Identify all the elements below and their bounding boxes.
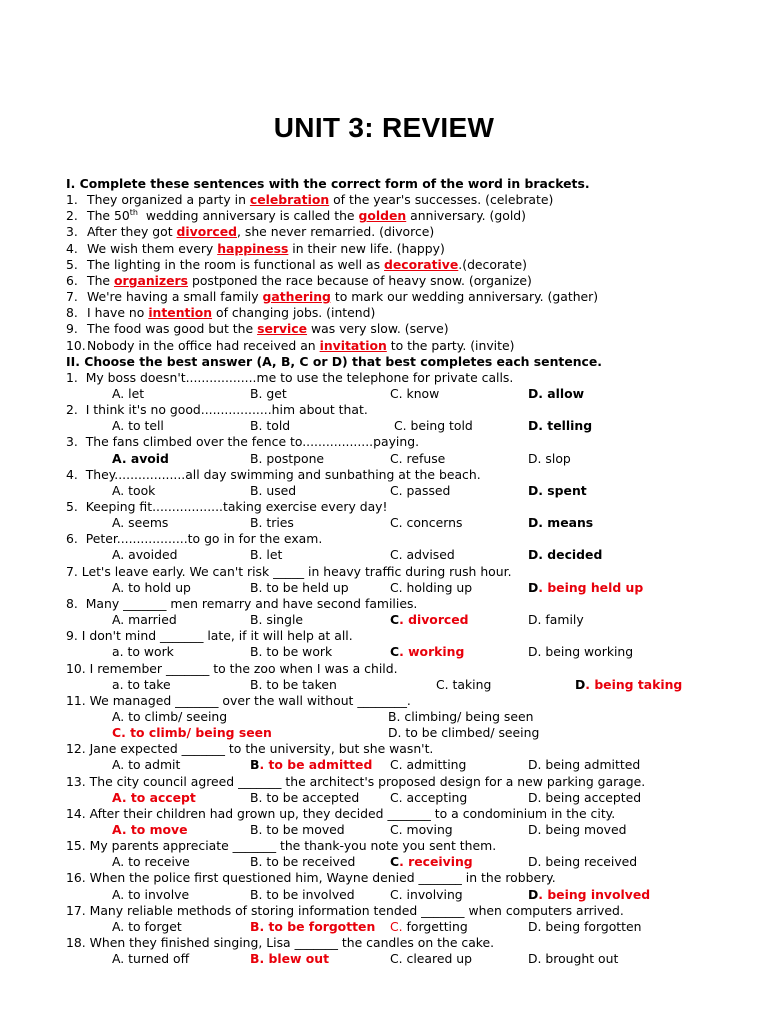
- option-text: C. know: [390, 385, 440, 401]
- option-text: D. being accepted: [528, 789, 642, 805]
- option-text: C. advised: [390, 547, 455, 563]
- option-text: A. took: [112, 482, 156, 498]
- option-letter: C.: [390, 918, 403, 934]
- answer-option: [436, 677, 491, 693]
- answer-option: [112, 483, 155, 499]
- answer-option: [528, 887, 650, 903]
- section-1-item: [66, 224, 434, 240]
- option-text: A. seems: [112, 515, 169, 531]
- option-text: D. being forgotten: [528, 918, 642, 934]
- answer-option: [390, 515, 462, 531]
- answer-option: [575, 677, 682, 693]
- option-text: A. to tell: [112, 418, 164, 434]
- answer-option: [112, 887, 189, 903]
- question-stem: [66, 741, 433, 757]
- question-text: 15. My parents appreciate _______ the thank-you note you sent them.: [66, 838, 497, 854]
- section-1-item: [66, 305, 375, 321]
- answer-word: invitation: [319, 337, 387, 353]
- item-number: 1.: [66, 192, 78, 208]
- option-text: B. tries: [250, 515, 294, 531]
- answer-option: [250, 580, 349, 596]
- answer-word: service: [257, 321, 308, 337]
- answer-option: [390, 547, 455, 563]
- option-letter: D: [575, 676, 586, 692]
- answer-option: [388, 709, 533, 725]
- option-text: A. to move: [112, 822, 188, 837]
- question-text: 9. I don't mind _______ late, if it will help at all.: [66, 628, 353, 644]
- option-letter: C: [390, 644, 400, 660]
- option-text: a. to work: [112, 644, 174, 660]
- option-text: B. to be forgotten: [250, 918, 376, 934]
- option-text: C. passed: [390, 482, 451, 498]
- answer-option: [250, 451, 324, 467]
- item-number: 9.: [66, 321, 78, 337]
- section-1-item: [66, 257, 527, 273]
- question-text: 3. The fans climbed over the fence to..................paying.: [66, 434, 420, 450]
- item-number: 2.: [66, 208, 78, 224]
- option-letter: D: [528, 579, 539, 595]
- answer-option: [250, 822, 345, 838]
- option-text: . being held up: [538, 579, 644, 595]
- answer-word: happiness: [217, 240, 289, 256]
- answer-option: [528, 515, 593, 531]
- answer-option: [390, 386, 439, 402]
- answer-option: [250, 386, 287, 402]
- question-stem: [66, 402, 368, 418]
- question-text: 11. We managed _______ over the wall without ________.: [66, 692, 411, 708]
- option-text: B. to be taken: [250, 676, 337, 692]
- answer-word: divorced: [176, 224, 237, 240]
- question-text: 16. When the police first questioned him, Wayne denied _______ in the robbery.: [66, 870, 556, 886]
- option-text: C. refuse: [390, 450, 446, 466]
- option-text: . receiving: [399, 854, 473, 870]
- answer-option: [112, 709, 227, 725]
- answer-option: [390, 580, 472, 596]
- option-text: A. to admit: [112, 757, 181, 773]
- answer-option: [250, 854, 355, 870]
- option-letter: B: [250, 757, 260, 773]
- answer-option: [528, 547, 602, 563]
- answer-word: organizers: [113, 272, 189, 288]
- question-text: 1. My boss doesn't..................me to use the telephone for private calls.: [66, 369, 514, 385]
- item-text: They organized a party in: [87, 192, 250, 208]
- option-text: D. means: [528, 515, 594, 531]
- item-text: Nobody in the office had received an: [87, 337, 320, 353]
- option-text: . divorced: [399, 612, 469, 628]
- item-number: 7.: [66, 289, 78, 305]
- answer-option: [250, 951, 329, 967]
- answer-option: [250, 418, 290, 434]
- answer-option: [250, 483, 296, 499]
- section-1-heading: [66, 176, 590, 192]
- page-title: UNIT 3: REVIEW: [273, 112, 495, 143]
- question-stem: [66, 628, 353, 644]
- option-text: C. being told: [390, 418, 473, 434]
- answer-option: [528, 483, 587, 499]
- answer-option: [112, 677, 171, 693]
- answer-option: [528, 919, 641, 935]
- answer-option: [390, 887, 463, 903]
- answer-option: [528, 644, 633, 660]
- option-text: B. single: [250, 612, 304, 628]
- option-text: B. to be held up: [250, 579, 349, 595]
- option-text: A. to forget: [112, 918, 182, 934]
- answer-option: [528, 822, 626, 838]
- question-text: 12. Jane expected _______ to the university, but she wasn't.: [66, 741, 434, 757]
- question-text: 2. I think it's no good..................him about that.: [66, 402, 368, 418]
- option-text: C. concerns: [390, 515, 463, 531]
- question-text: 8. Many _______ men remarry and have second families.: [66, 595, 418, 611]
- question-stem: [66, 370, 513, 386]
- option-text: A. turned off: [112, 951, 190, 967]
- option-text: A. to climb/ seeing: [112, 708, 228, 724]
- answer-option: [112, 580, 191, 596]
- option-text: D. allow: [528, 385, 585, 401]
- option-text: A. avoided: [112, 547, 178, 563]
- option-text: A. avoid: [112, 450, 169, 466]
- answer-option: [388, 725, 539, 741]
- option-text: C. accepting: [390, 789, 468, 805]
- option-text: . to be admitted: [259, 757, 373, 773]
- option-text: B. blew out: [250, 951, 330, 967]
- item-text: , she never remarried. (divorce): [236, 224, 435, 240]
- item-text: We're having a small family: [87, 289, 263, 305]
- answer-word: decorative: [384, 256, 459, 272]
- item-text: After they got: [87, 224, 177, 240]
- option-text: D. telling: [528, 418, 593, 434]
- item-text: of the year's successes. (celebrate): [329, 192, 554, 208]
- item-text: of changing jobs. (intend): [212, 305, 376, 321]
- answer-option: [112, 822, 188, 838]
- option-text: B. used: [250, 482, 297, 498]
- item-text: to mark our wedding anniversary. (gather): [330, 289, 599, 305]
- option-text: A. to hold up: [112, 579, 191, 595]
- option-text: . being taking: [585, 676, 683, 692]
- item-text: .(decorate): [458, 256, 527, 272]
- item-text: to the party. (invite): [386, 337, 515, 353]
- option-text: B. to be received: [250, 854, 356, 870]
- question-stem: [66, 564, 512, 580]
- answer-option: [390, 612, 469, 628]
- section-1-heading-text: I. Complete these sentences with the correct form of the word in brackets.: [66, 176, 590, 191]
- question-text: 6. Peter..................to go in for the exam.: [66, 531, 323, 547]
- section-1-item: [66, 273, 532, 289]
- answer-option: [250, 644, 332, 660]
- question-stem: [66, 935, 494, 951]
- answer-option: [390, 418, 473, 434]
- item-number: 3.: [66, 224, 78, 240]
- answer-option: [528, 612, 584, 628]
- answer-option: [528, 757, 640, 773]
- item-text: I have no: [87, 305, 149, 321]
- item-text: The: [87, 272, 114, 288]
- option-text: B. told: [250, 418, 291, 434]
- answer-option: [112, 644, 174, 660]
- option-text: C. to climb/ being seen: [112, 725, 272, 741]
- question-stem: [66, 499, 387, 515]
- item-text: was very slow. (serve): [307, 321, 449, 337]
- option-text: D. being moved: [528, 822, 627, 837]
- option-text: forgetting: [402, 918, 468, 934]
- question-stem: [66, 531, 322, 547]
- answer-word: celebration: [249, 192, 330, 208]
- answer-option: [390, 644, 464, 660]
- question-stem: [66, 903, 624, 919]
- answer-option: [112, 451, 169, 467]
- option-text: C. admitting: [390, 757, 467, 773]
- option-text: D. being received: [528, 854, 638, 870]
- section-2-heading: [66, 354, 602, 370]
- section-1-item: [66, 321, 449, 337]
- question-text: 4. They..................all day swimming and sunbathing at the beach.: [66, 466, 481, 482]
- section-1-item: [66, 289, 598, 305]
- answer-option: [390, 483, 450, 499]
- option-text: B. to be moved: [250, 822, 345, 837]
- answer-option: [112, 612, 177, 628]
- answer-option: [390, 951, 472, 967]
- question-stem: [66, 434, 419, 450]
- option-text: C. moving: [390, 822, 453, 837]
- answer-option: [528, 854, 637, 870]
- answer-option: [390, 451, 445, 467]
- item-text: The 50: [87, 208, 130, 224]
- question-text: 13. The city council agreed _______ the architect's proposed design for a new parking garage.: [66, 773, 646, 789]
- answer-word: gathering: [262, 289, 331, 305]
- option-letter: D: [528, 886, 539, 902]
- item-text: anniversary. (gold): [406, 208, 526, 224]
- question-stem: [66, 838, 496, 854]
- question-text: 17. Many reliable methods of storing information tended _______ when computers arrived.: [66, 902, 624, 918]
- item-number: 4.: [66, 240, 78, 256]
- item-text: The food was good but the: [87, 321, 258, 337]
- option-text: C. holding up: [390, 579, 473, 595]
- item-text: in their new life. (happy): [288, 240, 445, 256]
- answer-option: [250, 887, 355, 903]
- answer-option: [112, 386, 144, 402]
- section-2-heading-text: II. Choose the best answer (A, B, C or D) that best completes each sentence.: [66, 353, 603, 369]
- answer-word: intention: [148, 305, 213, 321]
- option-letter: C: [390, 854, 400, 870]
- option-text: a. to take: [112, 676, 171, 692]
- answer-option: [250, 515, 294, 531]
- option-text: A. let: [112, 385, 145, 401]
- question-stem: [66, 870, 556, 886]
- item-number: 8.: [66, 305, 78, 321]
- option-text: B. let: [250, 547, 283, 563]
- question-text: 14. After their children had grown up, they decided _______ to a condominium in the city.: [66, 805, 616, 821]
- option-text: D. being working: [528, 644, 634, 660]
- answer-option: [390, 822, 453, 838]
- answer-word: golden: [358, 208, 407, 224]
- item-text: wedding anniversary is called the: [137, 208, 359, 224]
- option-text: . being involved: [538, 886, 651, 902]
- answer-option: [528, 580, 643, 596]
- item-number: 5.: [66, 256, 78, 272]
- answer-option: [250, 612, 303, 628]
- option-text: . working: [399, 644, 465, 660]
- answer-option: [112, 790, 196, 806]
- answer-option: [250, 547, 282, 563]
- answer-option: [112, 418, 164, 434]
- item-text: postponed the race because of heavy snow. (organize): [188, 272, 532, 288]
- answer-option: [112, 919, 182, 935]
- option-letter: C: [390, 612, 400, 628]
- answer-option: [112, 854, 190, 870]
- answer-option: [112, 547, 177, 563]
- section-1-item: [66, 192, 553, 208]
- answer-option: [112, 951, 189, 967]
- option-text: A. to accept: [112, 789, 196, 805]
- question-stem: [66, 467, 481, 483]
- option-text: C. cleared up: [390, 951, 472, 967]
- option-text: D. being admitted: [528, 757, 641, 773]
- answer-option: [112, 725, 272, 741]
- question-text: 7. Let's leave early. We can't risk _____ in heavy traffic during rush hour.: [66, 563, 512, 579]
- option-text: D. to be climbed/ seeing: [388, 725, 540, 741]
- option-text: B. get: [250, 385, 287, 401]
- option-text: D. family: [528, 612, 584, 628]
- question-stem: [66, 806, 615, 822]
- answer-option: [528, 790, 641, 806]
- option-text: B. postpone: [250, 450, 325, 466]
- section-1-item: [66, 241, 445, 257]
- option-text: A. to receive: [112, 854, 190, 870]
- answer-option: [250, 790, 359, 806]
- question-text: 10. I remember _______ to the zoo when I was a child.: [66, 660, 398, 676]
- answer-option: [390, 854, 473, 870]
- option-text: A. to involve: [112, 886, 190, 902]
- answer-option: [250, 677, 337, 693]
- option-text: D. slop: [528, 450, 571, 466]
- question-text: 5. Keeping fit..................taking exercise every day!: [66, 499, 388, 514]
- item-number: 6.: [66, 272, 78, 288]
- section-1-item: [66, 208, 526, 224]
- answer-option: [250, 757, 372, 773]
- answer-option: [528, 418, 592, 434]
- answer-option: [112, 757, 180, 773]
- answer-option: [390, 790, 467, 806]
- answer-option: [112, 515, 168, 531]
- question-text: 18. When they finished singing, Lisa _______ the candles on the cake.: [66, 935, 495, 951]
- item-text: We wish them every: [87, 240, 218, 256]
- option-text: A. married: [112, 612, 177, 628]
- ordinal-suffix: th: [129, 208, 138, 218]
- question-stem: [66, 596, 417, 612]
- question-stem: [66, 661, 398, 677]
- option-text: C. taking: [436, 676, 492, 692]
- option-text: B. to be accepted: [250, 789, 360, 805]
- question-stem: [66, 693, 411, 709]
- answer-option: [528, 386, 584, 402]
- answer-option: [528, 451, 571, 467]
- option-text: B. to be involved: [250, 886, 355, 902]
- item-text: The lighting in the room is functional as well as: [87, 256, 385, 272]
- answer-option: [250, 919, 375, 935]
- option-text: B. to be work: [250, 644, 333, 660]
- option-text: D. spent: [528, 482, 587, 498]
- item-number: 10.: [66, 337, 86, 353]
- answer-option: [528, 951, 618, 967]
- section-1-item: [66, 338, 514, 354]
- answer-option: [390, 757, 466, 773]
- question-stem: [66, 774, 645, 790]
- option-text: B. climbing/ being seen: [388, 708, 534, 724]
- answer-option: [390, 919, 468, 935]
- option-text: C. involving: [390, 886, 463, 902]
- option-text: D. brought out: [528, 951, 619, 967]
- option-text: D. decided: [528, 547, 603, 563]
